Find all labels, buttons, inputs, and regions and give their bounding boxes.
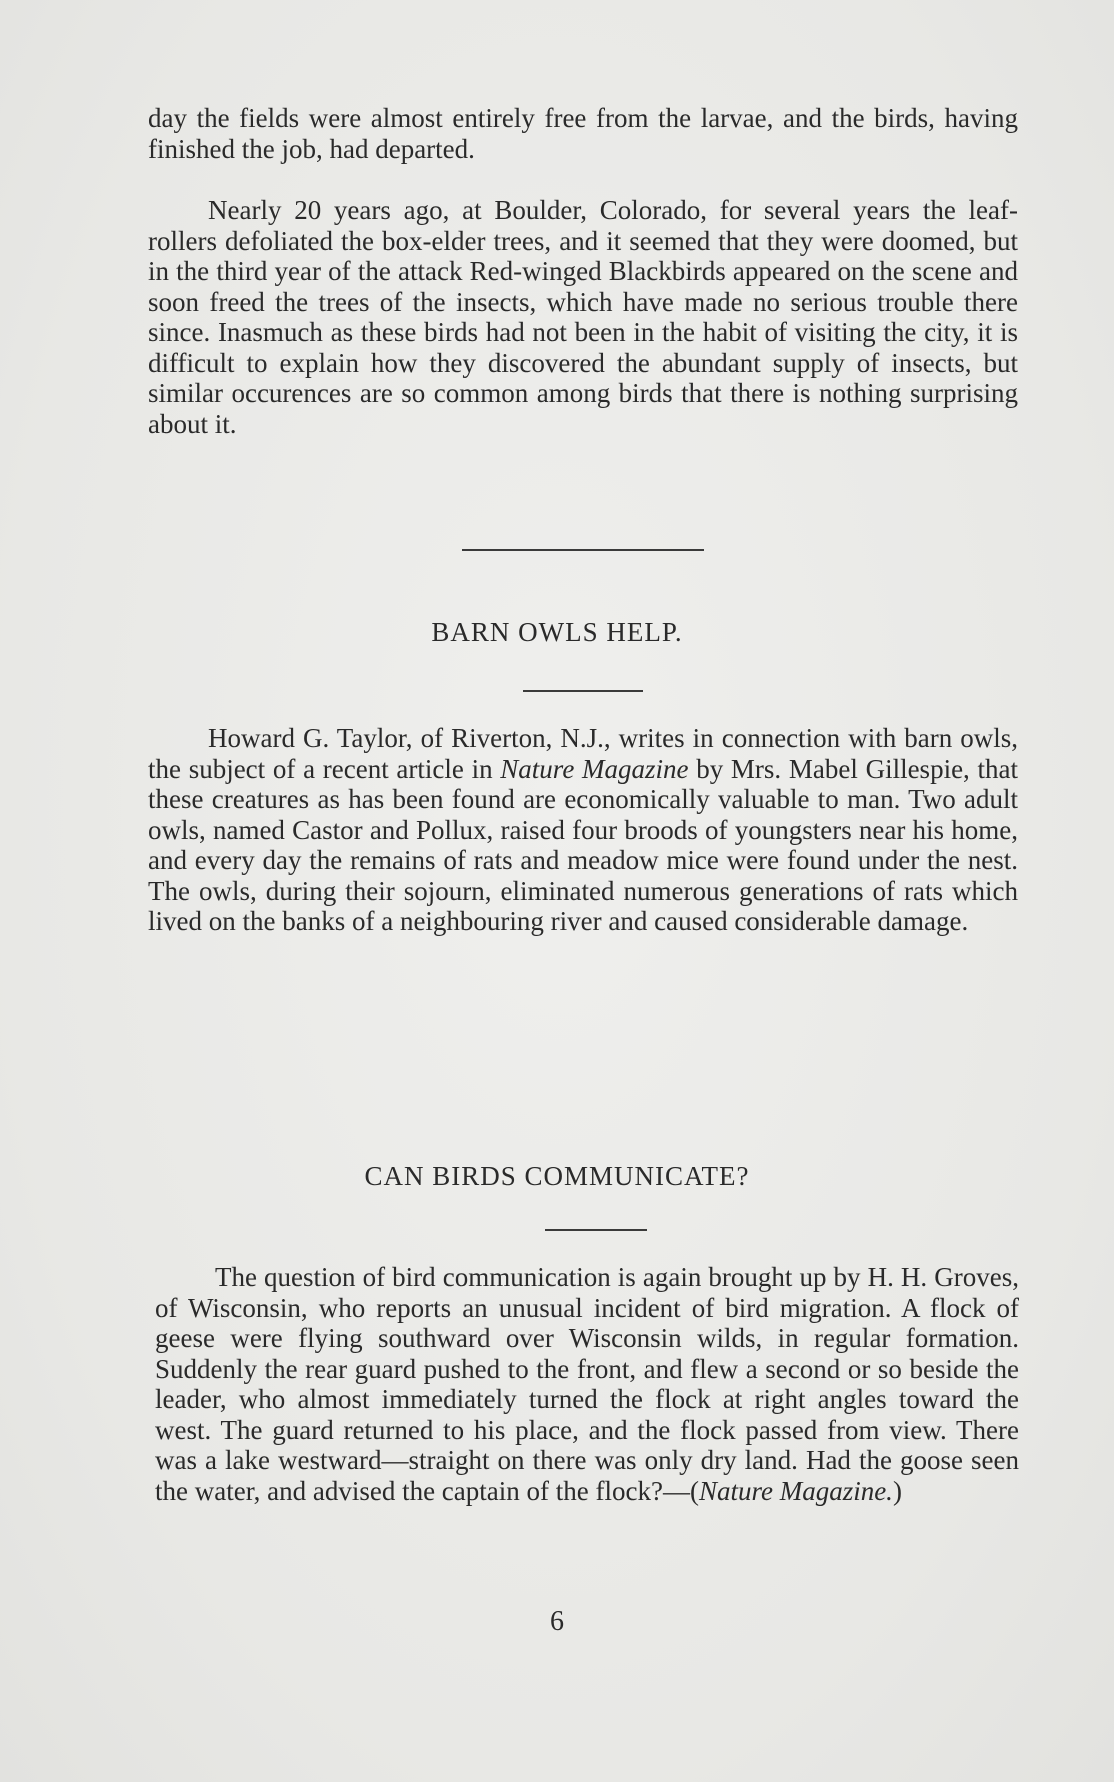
heading-underline-2 [545, 1229, 647, 1231]
boulder-text [148, 195, 1018, 439]
paragraph-communicate [155, 1262, 1019, 1506]
paragraph-boulder: Nearly 20 years ago, at Boulder, Colorado, for several years the leaf-rollers defoliated the box-elder trees, and it seemed that they were doomed, but in the third year of the attack Red-winged Blackbirds appeared on the scene and soon freed the trees of the insects, which have made no serious trouble there since. Inasmuch as these birds had not been in the habit of visiting the city, it is difficult to explain how they discovered the abundant supply of insects, but similar occurences are so common among birds that there is nothing surprising about it. [148, 195, 1018, 439]
paragraph-continuation: day the fields were almost entirely free from the larvae, and the birds, having finished the job, had departed. [148, 103, 1018, 164]
continuation-text [148, 103, 1018, 164]
barn-owls-text [148, 723, 1018, 937]
paragraph-barn-owls [148, 723, 1018, 937]
barn-owls-text-part2: by Mrs. Mabel Gillespie, that these creatures as has been found are economically valuable to man. Two adult owls, named Castor and Pollux, raised four broods of youngsters near his home, and every day the remains of rats and meadow mice were found under the nest. The owls, during their sojourn, eliminated numerous generations of rats which lived on the banks of a neighbouring river and caused considerable damage. [148, 753, 1018, 936]
magazine-title: Nature Magazine [500, 753, 689, 784]
section-divider [462, 549, 704, 551]
heading-underline [523, 690, 643, 692]
heading-communicate: CAN BIRDS COMMUNICATE? [364, 1161, 750, 1191]
citation: Nature Magazine. [698, 1475, 893, 1506]
communicate-text-part2: ) [892, 1475, 902, 1506]
communicate-text-part1: The question of bird communication is again brought up by H. H. Groves, of Wisconsin, who reports an unusual incident of bird migration. A flock of geese were flying southward over Wisconsin wilds, in regular formation. Suddenly the rear guard pushed to the front, and flew a second or so beside the leader, who almost immediately turned the flock at right angles toward the west. The guard returned to his place, and the flock passed from view. There was a lake westward—straight on there was only dry land. Had the goose seen the water, and advised the captain of the flock?—( [155, 1262, 1019, 1506]
heading-barn-owls: BARN OWLS HELP. [431, 617, 683, 647]
communicate-text [155, 1262, 1019, 1506]
barn-owls-text-part1: Howard G. Taylor, of Riverton, N.J., writes in connection with barn owls, the subject of a recent article in [148, 723, 1018, 784]
page-number: 6 [550, 1606, 564, 1637]
